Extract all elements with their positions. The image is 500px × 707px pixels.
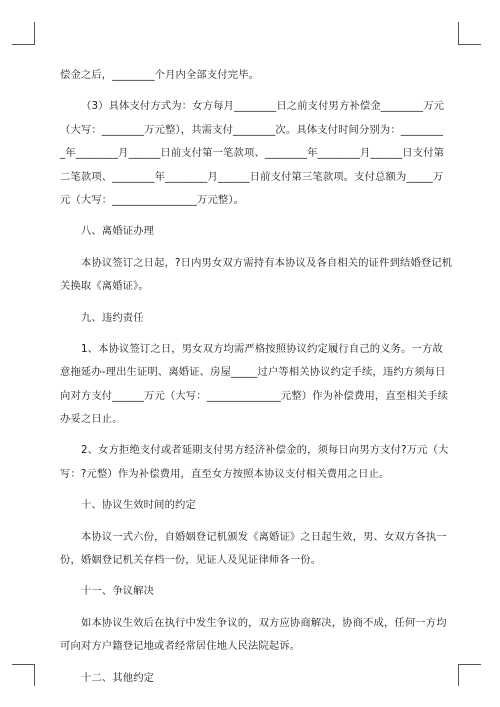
paragraph-gap (60, 299, 440, 307)
paragraph-gap (60, 604, 440, 612)
text-line: 十二、其他约定 (81, 671, 155, 684)
text-line: _年________月______日前支付第一笔款项、________年________月______日支付第 (60, 147, 445, 160)
paragraph-gap (60, 330, 440, 338)
text-line: 关换取《离婚证》。 (60, 280, 149, 293)
text-line: 份，婚姻登记机关存档一份，见证人及见证律师各一份。 (60, 554, 322, 567)
crop-mark-top-left-h (12, 44, 35, 45)
text-line: 意拖延办-理出生证明、离婚证、房屋_____过户等相关协议约定手续，违约方须每日 (60, 366, 446, 379)
text-line: 八、离婚证办理 (81, 225, 155, 238)
paragraph-gap (60, 212, 440, 220)
paragraph-gap (60, 87, 440, 95)
paragraph-gap (60, 518, 440, 526)
text-line: 办妥之日止。 (60, 413, 123, 426)
text-line: 偿金之后，________个月内全部支付完毕。 (60, 69, 260, 81)
crop-mark-bottom-left-v (34, 664, 35, 686)
text-line: 1、本协议签订之日，男女双方均需严格按照协议约定履行自己的义务。一方故 (81, 342, 443, 355)
crop-mark-top-right-v (458, 22, 459, 44)
text-line: 九、违约责任 (81, 311, 144, 324)
text-line: 十、协议生效时间的约定 (81, 499, 196, 512)
text-line: 本协议签订之日起，?日内男女双方需持有本协议及各自相关的证件到结婚登记机 (81, 256, 453, 269)
text-line: 写：?元整）作为补偿费用，直至女方按照本协议支付相关费用之日止。 (60, 467, 390, 480)
text-line: 向对方支付______万元（大写：______________元整）作为补偿费用，直至相关手续 (60, 389, 449, 402)
text-line: 可向对方户籍登记地或者经常居住地人民法院起诉。 (60, 640, 301, 653)
text-line: 2、女方拒绝支付或者延期支付男方经济补偿金的，须每日向男方支付?万元（大 (81, 444, 449, 457)
text-line: 本协议一式六份，自婚姻登记机颁发《离婚证》之日起生效，男、女双方各执一 (81, 530, 447, 543)
paragraph-gap (60, 431, 440, 439)
text-line: 元（大写：________________万元整）。 (60, 193, 245, 206)
text-line: （大写：________万元整），共需支付________次。具体支付时间分别为：________ (60, 123, 444, 136)
paragraph-gap (60, 659, 440, 667)
crop-mark-bottom-left-h (12, 664, 35, 665)
text-line: （3）具体支付方式为：女方每月________日之前支付男方补偿金________万元 (81, 100, 445, 113)
paragraph-gap (60, 486, 440, 494)
paragraph-gap (60, 244, 440, 252)
paragraph-gap (60, 572, 440, 580)
crop-mark-top-right-h (458, 44, 481, 45)
crop-mark-top-left-v (34, 22, 35, 44)
text-line: 十一、争议解决 (81, 585, 155, 598)
document-body (60, 64, 453, 690)
text-line: 如本协议生效后在执行中发生争议的，双方应协商解决，协商不成，任何一方均 (81, 616, 447, 629)
crop-mark-bottom-right-v (458, 664, 459, 686)
text-line: 二笔款项、________年________月______日前支付第三笔款项。支付总额为_____万 (60, 170, 444, 183)
crop-mark-bottom-right-h (458, 664, 481, 665)
